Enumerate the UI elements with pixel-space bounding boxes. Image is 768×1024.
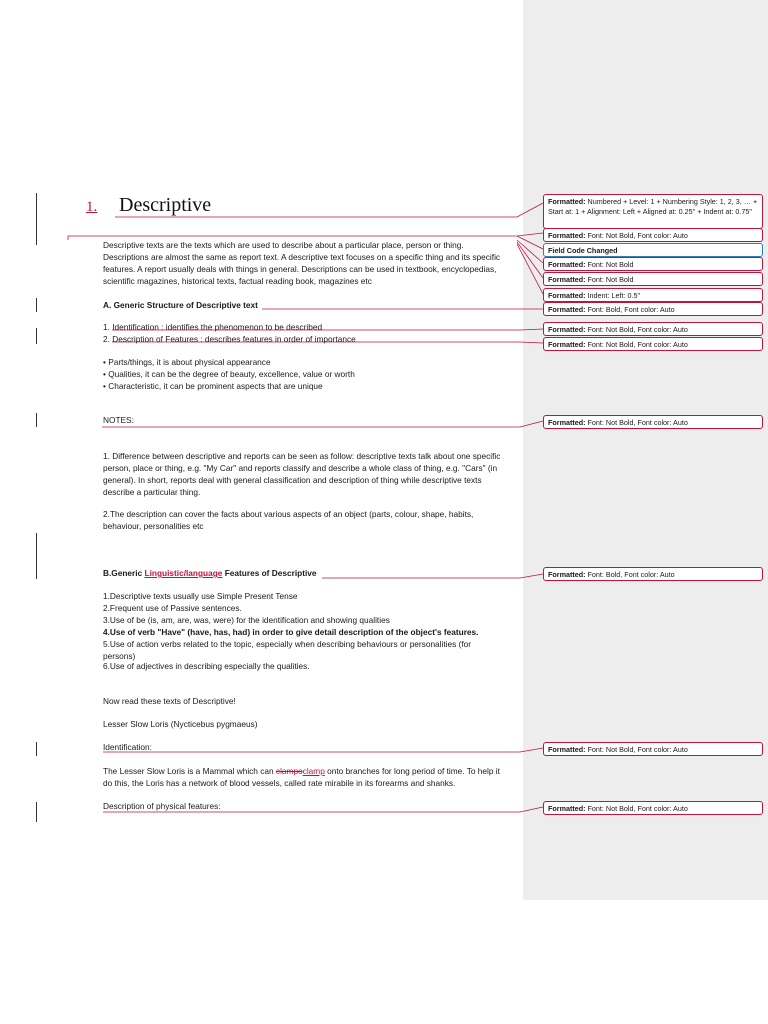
notes-line: general). In short, reports deal with general classification and description of thing while descriptive texts (103, 475, 482, 485)
reading-intro: Now read these texts of Descriptive! (103, 696, 236, 706)
section-b-item: 2.Frequent use of Passive sentences. (103, 603, 242, 613)
inserted-text: clamp (302, 766, 325, 776)
reading-title: Lesser Slow Loris (Nycticebus pygmaeus) (103, 719, 258, 729)
notes-line: 1. Difference between descriptive and reports can be seen as follow: descriptive texts talk about one specific (103, 451, 501, 461)
revision-balloon[interactable]: Formatted: Font: Not Bold, Font color: Auto (543, 415, 763, 429)
revision-balloon[interactable]: Formatted: Font: Not Bold (543, 272, 763, 286)
field-code-balloon[interactable]: Field Code Changed (543, 243, 763, 257)
section-b-title-prefix: B.Generic (103, 568, 145, 578)
intro-line: Descriptive texts are the texts which are used to describe about a particular place, person or thing. (103, 240, 464, 250)
section-b-item: 3.Use of be (is, am, are, was, were) for the identification and showing qualities (103, 615, 390, 625)
change-bar (36, 413, 37, 427)
section-b-item: 1.Descriptive texts usually use Simple Present Tense (103, 591, 298, 601)
change-bar (36, 193, 37, 245)
heading-number: 1. (86, 199, 98, 215)
revision-balloon[interactable]: Formatted: Font: Bold, Font color: Auto (543, 302, 763, 316)
identification-text: The Lesser Slow Loris is a Mammal which can (103, 766, 276, 776)
section-b-title-suffix: Features of Descriptive (222, 568, 317, 578)
notes-title: NOTES: (103, 415, 134, 425)
section-b-item: 6.Use of adjectives in describing especially the qualities. (103, 661, 310, 671)
revision-balloon[interactable]: Formatted: Indent: Left: 0.5" (543, 288, 763, 302)
section-b-item: 5.Use of action verbs related to the topic, especially when describing behaviours or personalities (for (103, 639, 472, 649)
bullet-item: • Parts/things, it is about physical appearance (103, 357, 271, 367)
intro-line: Descriptions are almost the same as report text. A descriptive text focuses on a specific thing and its specific (103, 252, 501, 262)
section-a-item: 2. Description of Features : describes features in order of importance (103, 334, 356, 344)
revision-balloon[interactable]: Formatted: Font: Not Bold, Font color: Auto (543, 322, 763, 336)
section-b-item: persons) (103, 651, 136, 661)
revision-balloon[interactable]: Formatted: Numbered + Level: 1 + Numbering Style: 1, 2, 3, … + Start at: 1 + Alignment: Left + Aligned at: 0.25" + Indent at: 0.75" (543, 194, 763, 229)
section-a-title: A. Generic Structure of Descriptive text (103, 300, 258, 310)
revision-balloon[interactable]: Formatted: Font: Not Bold, Font color: Auto (543, 801, 763, 815)
inserted-text: Linguistic/language (144, 568, 223, 578)
change-bar (36, 298, 37, 312)
bullet-item: • Qualities, it can be the degree of beauty, excellence, value or worth (103, 369, 355, 379)
identification-line (103, 765, 500, 777)
identification-line: do this, the Loris has a network of blood vessels, called rate mirabile in its forearms and shanks. (103, 778, 456, 788)
deleted-text: clampo (275, 766, 303, 776)
identification-text: onto branches for long period of time. To help it (324, 766, 500, 776)
section-b-item: 4.Use of verb "Have" (have, has, had) in order to give detail description of the object's features. (103, 627, 479, 637)
section-a-item: 1. Identification : identifies the phenomenon to be described (103, 322, 323, 332)
change-bar (36, 533, 37, 579)
bullet-item: • Characteristic, it can be prominent aspects that are unique (103, 381, 323, 391)
notes-line: person, place or thing, e.g. "My Car" and reports classify and describe a whole class of thing, e.g. "Cars" (in (103, 463, 498, 473)
revision-balloon[interactable]: Formatted: Font: Not Bold, Font color: Auto (543, 228, 763, 242)
change-bar (36, 802, 37, 822)
section-b-title (103, 567, 317, 579)
revision-balloon[interactable]: Formatted: Font: Not Bold, Font color: Auto (543, 337, 763, 351)
revision-balloon[interactable]: Formatted: Font: Bold, Font color: Auto (543, 567, 763, 581)
revision-balloon[interactable]: Formatted: Font: Not Bold (543, 257, 763, 271)
notes-line: 2.The description can cover the facts about various aspects of an object (parts, colour, shape, habits, (103, 509, 474, 519)
intro-line: scientific magazines, historical texts, factual reading book, magazines etc (103, 276, 372, 286)
revision-balloon[interactable]: Formatted: Font: Not Bold, Font color: Auto (543, 742, 763, 756)
intro-line: features. A report usually deals with things in general. Descriptions can be used in textbook, encyclopedias, (103, 264, 497, 274)
change-bar (36, 742, 37, 756)
description-label: Description of physical features: (103, 801, 221, 811)
notes-line: behaviour, personalities etc (103, 521, 204, 531)
change-bar (36, 328, 37, 344)
page-title: Descriptive (119, 194, 212, 216)
identification-label: Identification: (103, 742, 152, 752)
notes-line: describe a particular thing. (103, 487, 201, 497)
